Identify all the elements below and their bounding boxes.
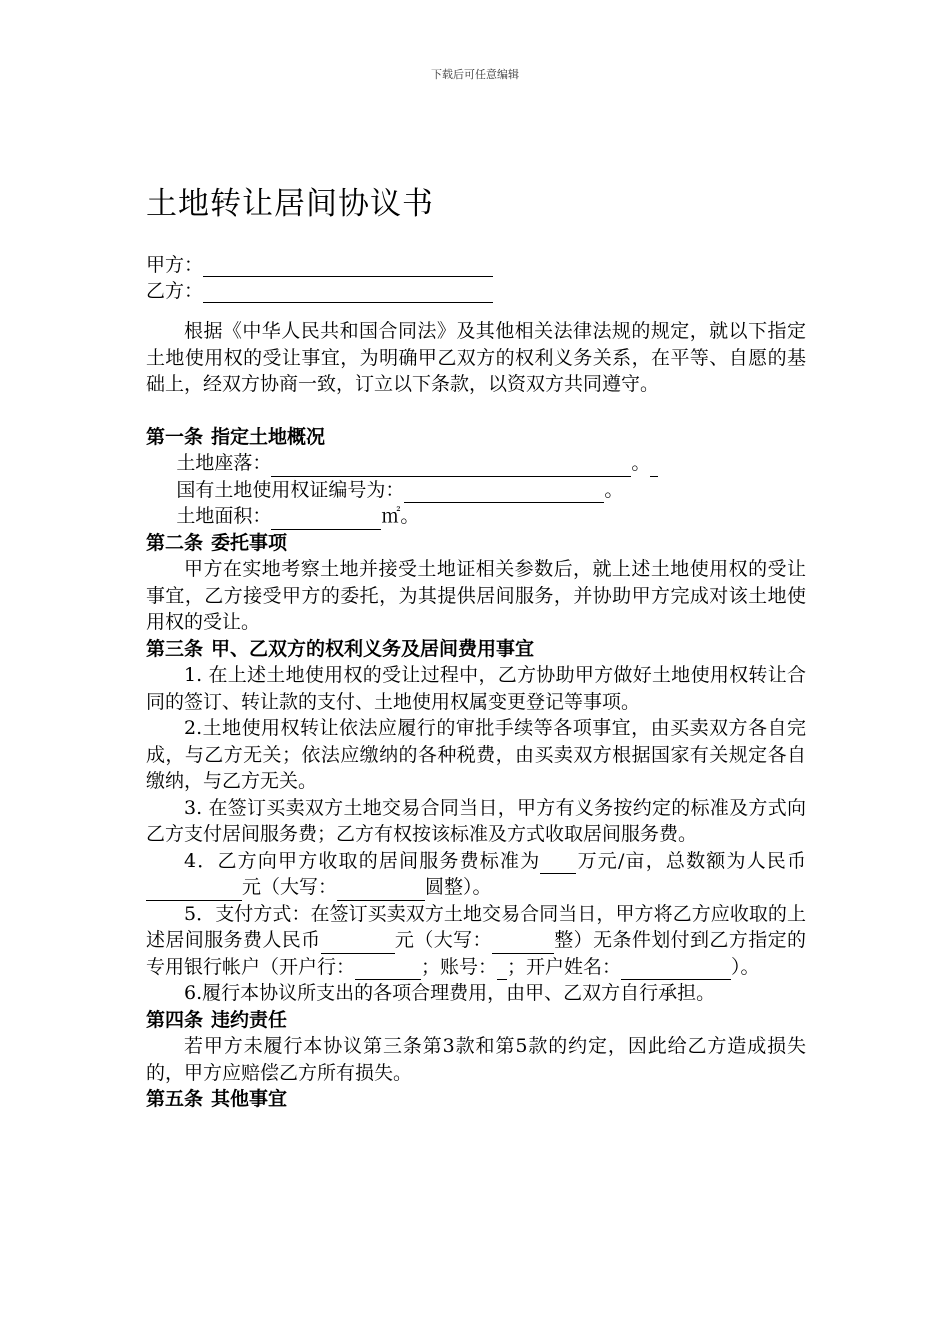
land-area-row bbox=[146, 503, 806, 530]
article-5-number: 第五条 bbox=[146, 1088, 204, 1110]
clause-6: 6.履行本协议所支出的各项合理费用，由甲、乙双方自行承担。 bbox=[184, 982, 716, 1004]
clause-4: 4．乙方向甲方收取的居间服务费标准为 万元/亩，总数额为人民币元（大写： 圆整）。 bbox=[146, 848, 806, 901]
clause-3: 3. 在签订买卖双方土地交易合同当日，甲方有义务按约定的标准及方式向乙方支付居间服务费；乙方有权按该标准及方式收取居间服务费。 bbox=[146, 796, 806, 845]
land-location-label: 土地座落： bbox=[176, 452, 272, 474]
article-4-number: 第四条 bbox=[146, 1008, 204, 1031]
land-location-blank bbox=[271, 456, 631, 477]
clause-2: 2.土地使用权转让依法应履行的审批手续等各项事宜，由买卖双方各自完成，与乙方无关；依法应缴纳的各种税费，由买卖双方根据国家有关规定各自缴纳，与乙方无关。 bbox=[146, 717, 806, 792]
article-4-text: 若甲方未履行本协议第三条第3款和第5款的约定，因此给乙方造成损失的，甲方应赔偿乙方所有损失。 bbox=[146, 1035, 806, 1084]
article-5-title: 其他事宜 bbox=[211, 1088, 288, 1110]
article-2-title: 委托事项 bbox=[211, 531, 288, 554]
land-cert-blank bbox=[404, 482, 604, 503]
party-b-label: 乙方： bbox=[146, 280, 204, 302]
land-area-unit: ㎡。 bbox=[381, 505, 420, 527]
land-area-label: 土地面积： bbox=[176, 505, 272, 527]
land-location-row bbox=[146, 450, 806, 477]
article-5-heading bbox=[146, 1086, 806, 1113]
article-1-number: 第一条 bbox=[146, 425, 204, 448]
article-2-number: 第二条 bbox=[146, 531, 204, 554]
article-3-title: 甲、乙双方的权利义务及居间费用事宜 bbox=[211, 637, 535, 660]
land-location-end: 。 bbox=[631, 452, 651, 474]
document-title: 土地转让居间协议书 bbox=[146, 186, 434, 222]
article-3-heading bbox=[146, 636, 806, 663]
land-cert-row bbox=[146, 477, 806, 504]
payment-words-blank bbox=[492, 933, 554, 954]
party-b-row bbox=[146, 276, 493, 303]
party-a-blank bbox=[203, 257, 493, 277]
document-body bbox=[146, 318, 806, 1113]
article-4-title: 违约责任 bbox=[211, 1008, 288, 1031]
payment-amount-blank bbox=[321, 933, 395, 954]
intro-paragraph: 根据《中华人民共和国合同法》及其他相关法律法规的规定，就以下指定土地使用权的受让事宜，为明确甲乙双方的权利义务关系，在平等、自愿的基础上，经双方协商一致，订立以下条款，以资双方共同遵守。 bbox=[146, 320, 806, 395]
fee-total-words-blank bbox=[337, 880, 425, 901]
land-cert-end: 。 bbox=[604, 478, 624, 501]
article-4-heading bbox=[146, 1007, 806, 1034]
article-2-text: 甲方在实地考察土地并接受土地证相关参数后，就上述土地使用权的受让事宜，乙方接受甲方的委托，为其提供居间服务，并协助甲方完成对该土地使用权的受让。 bbox=[146, 558, 806, 633]
article-2-heading bbox=[146, 530, 806, 557]
land-area-blank bbox=[271, 509, 381, 530]
page-header: 下载后可任意编辑 bbox=[431, 68, 519, 81]
article-1-heading bbox=[146, 424, 806, 451]
clause-1: 1. 在上述土地使用权的受让过程中，乙方协助甲方做好土地使用权转让合同的签订、转让款的支付、土地使用权属变更登记等事项。 bbox=[146, 664, 806, 713]
party-a-label: 甲方： bbox=[146, 254, 204, 276]
bank-name-blank bbox=[355, 959, 421, 980]
party-b-blank bbox=[203, 283, 493, 303]
account-holder-blank bbox=[621, 959, 731, 980]
land-cert-label: 国有土地使用权证编号为： bbox=[176, 478, 405, 501]
account-number-blank bbox=[497, 959, 507, 980]
party-a-row bbox=[146, 250, 493, 277]
article-1-title: 指定土地概况 bbox=[211, 425, 326, 448]
fee-rate-blank bbox=[540, 853, 576, 874]
fee-total-blank bbox=[146, 880, 242, 901]
clause-5: 5．支付方式：在签订买卖双方土地交易合同当日，甲方将乙方应收取的上述居间服务费人民币 元（大写： 整）无条件划付到乙方指定的专用银行帐户（开户行： ；账号： ；开户姓名： ）。 bbox=[146, 901, 806, 981]
article-3-number: 第三条 bbox=[146, 637, 204, 660]
